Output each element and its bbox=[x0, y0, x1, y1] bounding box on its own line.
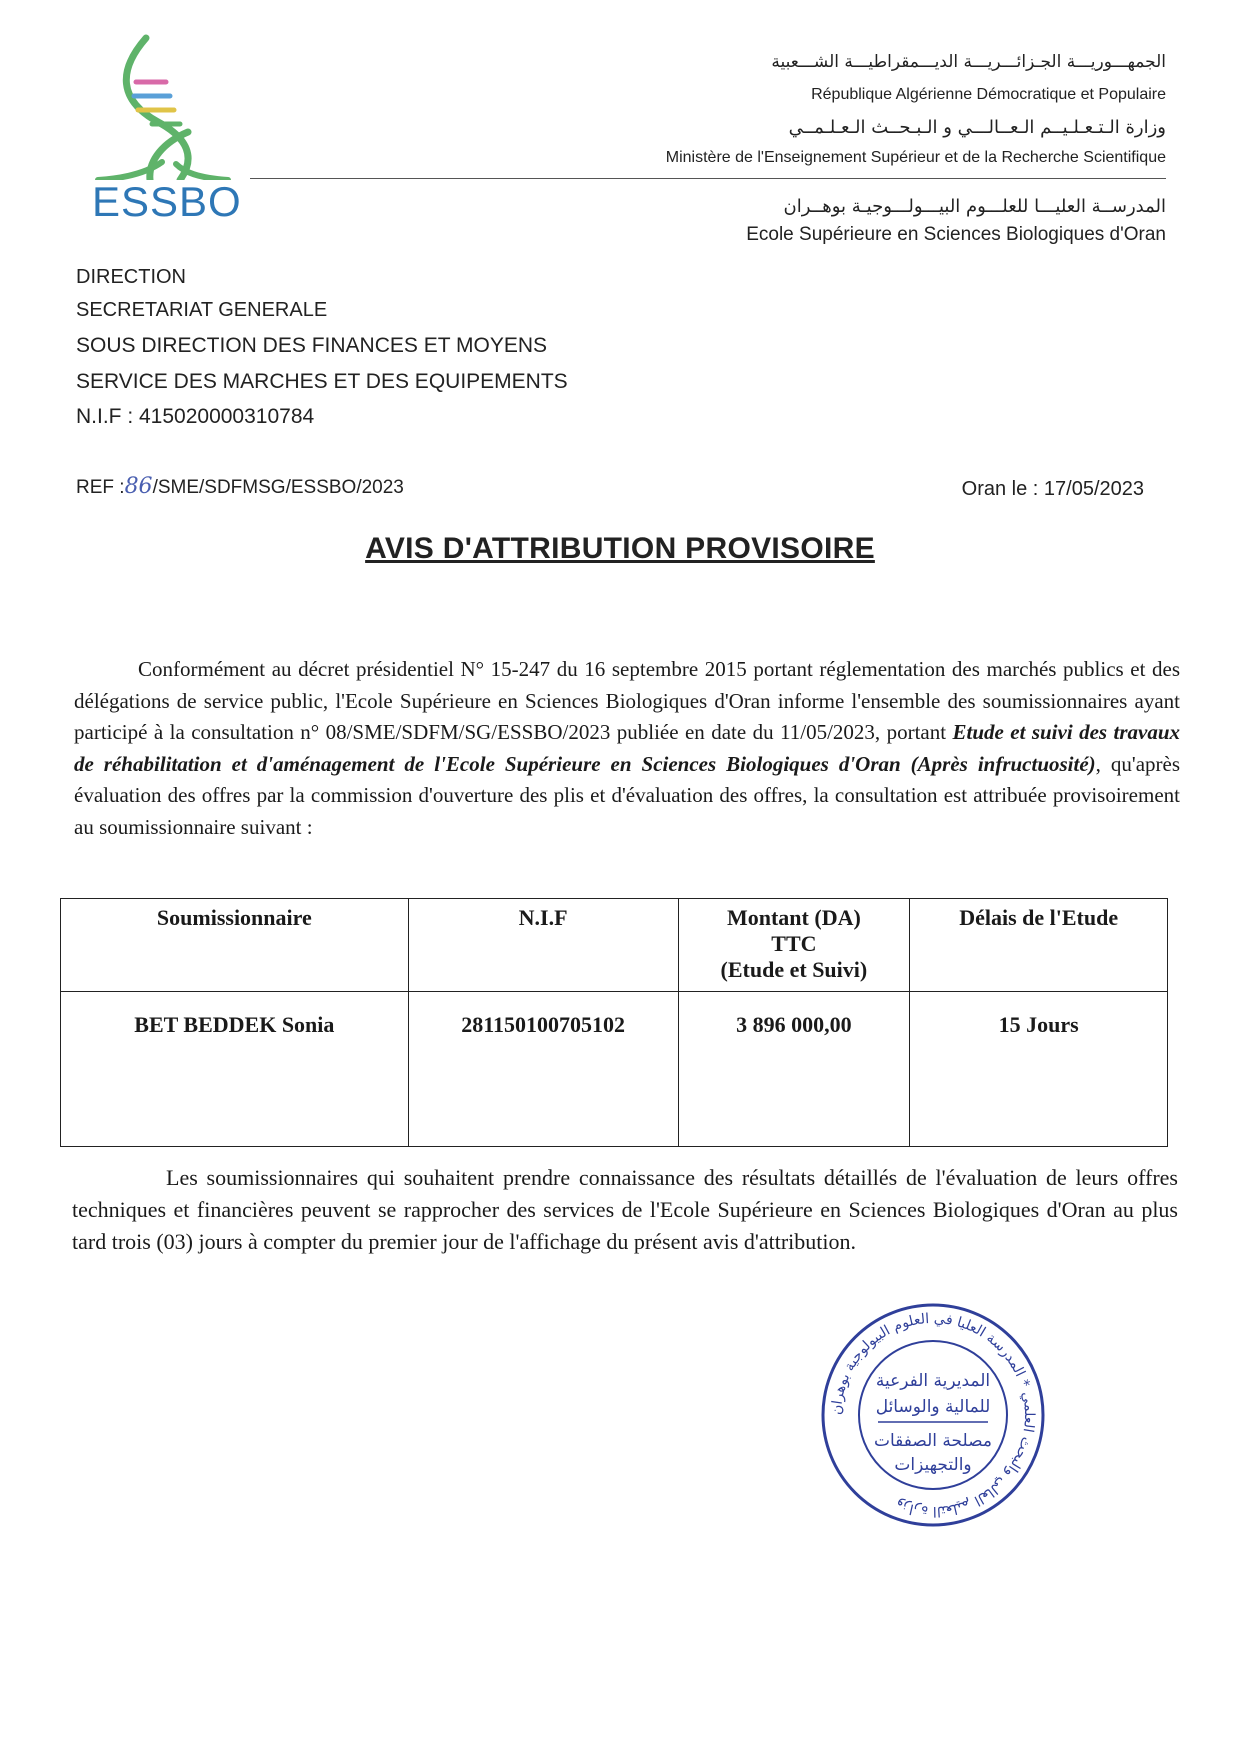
reference-suffix: /SME/SDFMSG/ESSBO/2023 bbox=[152, 477, 404, 498]
reference-prefix: REF : bbox=[76, 477, 125, 498]
direction-line: SERVICE DES MARCHES ET DES EQUIPEMENTS bbox=[76, 370, 568, 393]
direction-line: SECRETARIAT GENERALE bbox=[76, 299, 328, 321]
intro-paragraph bbox=[74, 654, 1180, 843]
header-divider bbox=[250, 178, 1166, 179]
document-date: Oran le : 17/05/2023 bbox=[961, 478, 1144, 500]
stamp-line-4: والتجهيزات bbox=[894, 1455, 972, 1475]
header-arabic-ministry: وزارة الـتـعـلـيــم الـعــالـــي و الـبـحــث الـعـلـمــي bbox=[788, 117, 1166, 138]
direction-line: DIRECTION bbox=[76, 266, 186, 288]
dna-helix-icon bbox=[88, 30, 248, 180]
stamp-line-1: المديرية الفرعية bbox=[875, 1371, 991, 1391]
header-arabic-school: المدرســة العليـــا للعلـــوم البيـــولـــوجيـة بوهــران bbox=[783, 196, 1166, 217]
stamp-line-3: مصلحة الصفقات bbox=[874, 1431, 992, 1451]
table-row bbox=[61, 992, 1168, 1147]
reference bbox=[76, 474, 404, 499]
document-title: AVIS D'ATTRIBUTION PROVISOIRE bbox=[365, 532, 875, 565]
header-montant-line: TTC bbox=[771, 931, 817, 956]
header-montant bbox=[678, 899, 910, 992]
cell-montant: 3 896 000,00 bbox=[678, 992, 910, 1147]
header-arabic-republic: الجمهـــوريـــة الجـزائـــريـــة الديـــمقراطيـــة الشـــعبية bbox=[771, 52, 1166, 72]
cell-nif: 281150100705102 bbox=[408, 992, 678, 1147]
intro-text-part1: Conformément au décret présidentiel N° 15-247 du 16 septembre 2015 portant réglementation des marchés publics et des délégations de service public, l'Ecole Supérieure en Sciences Biologiques d'Oran informe l'ensemble des soumissionnaires ayant participé à la consultation n° 08/SME/SDFM/SG/ESSBO/2023 publiée en date du 11/05/2023, portant bbox=[74, 657, 1180, 744]
nif-line: N.I.F : 415020000310784 bbox=[76, 405, 315, 428]
attribution-table bbox=[60, 898, 1168, 1147]
header-school: Ecole Supérieure en Sciences Biologiques d'Oran bbox=[746, 224, 1166, 245]
table-header-row bbox=[61, 899, 1168, 992]
essbo-logo bbox=[88, 30, 248, 240]
header-montant-line: Montant (DA) bbox=[726, 905, 861, 930]
logo-text: ESSBO bbox=[92, 178, 242, 225]
official-stamp bbox=[818, 1300, 1048, 1530]
header-republic: République Algérienne Démocratique et Populaire bbox=[811, 86, 1166, 103]
header-delais: Délais de l'Etude bbox=[910, 899, 1168, 992]
closing-paragraph: Les soumissionnaires qui souhaitent prendre connaissance des résultats détaillés de l'évaluation de leurs offres techniques et financières peuvent se rapprocher des services de l'Ecole Supérieure en Sciences Biologiques d'Oran au plus tard trois (03) jours à compter du premier jour de l'affichage du présent avis d'attribution. bbox=[72, 1165, 1178, 1254]
header-ministry: Ministère de l'Enseignement Supérieur et de la Recherche Scientifique bbox=[665, 149, 1166, 166]
direction-line: SOUS DIRECTION DES FINANCES ET MOYENS bbox=[76, 334, 548, 357]
header-montant-line: (Etude et Suivi) bbox=[720, 957, 868, 982]
stamp-line-2: للمالية والوسائل bbox=[875, 1397, 991, 1417]
header-soumissionnaire: Soumissionnaire bbox=[61, 899, 409, 992]
intro-emphasis: Etude et suivi des travaux de réhabilitation et d'aménagement de l'Ecole Supérieure en Sciences Biologiques d'Oran (Après infructuosité) bbox=[74, 720, 1180, 776]
cell-delais: 15 Jours bbox=[910, 992, 1168, 1147]
header-nif: N.I.F bbox=[408, 899, 678, 992]
stamp-ring-text: وزارة التعليم العالي والبحث العلمي * المدرسة العليا في العلوم البيولوجية بوهران bbox=[828, 1310, 1038, 1520]
cell-soumissionnaire: BET BEDDEK Sonia bbox=[61, 992, 409, 1147]
intro-text-part2: , qu'après évaluation des offres par la commission d'ouverture des plis et d'évaluation des offres, la consultation est attribuée provisoirement au soumissionnaire suivant : bbox=[74, 751, 1180, 839]
reference-number-handwritten: 86 bbox=[124, 474, 153, 499]
